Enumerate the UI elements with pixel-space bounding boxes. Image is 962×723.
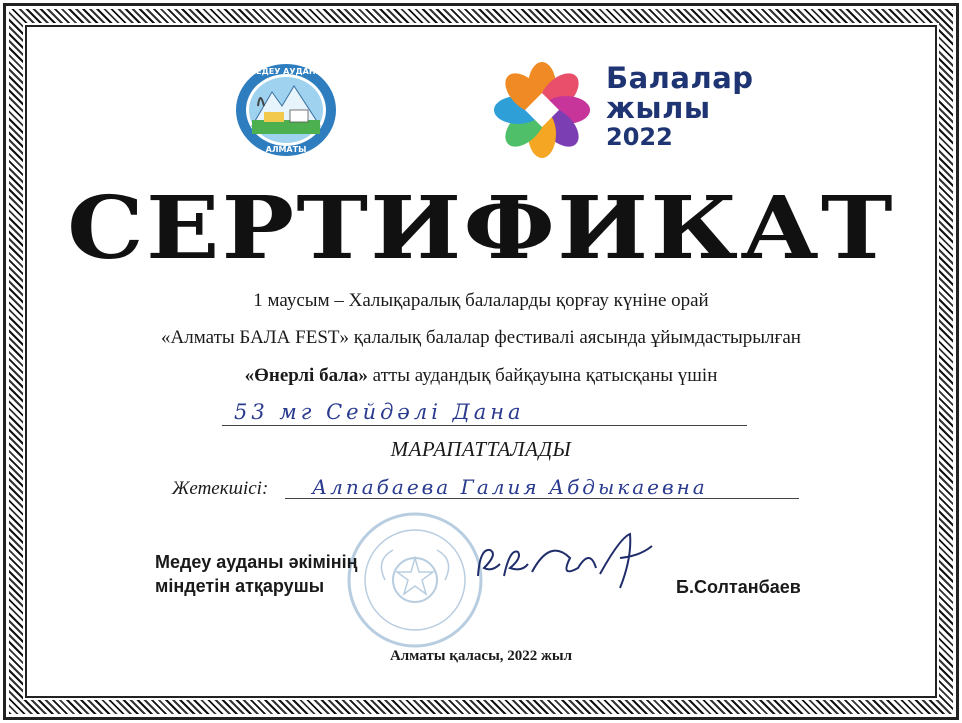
leader-label: Жетекшісі: [172,478,269,499]
medeu-district-emblem [234,62,338,158]
awarded-heading: МАРАПАТТАЛАДЫ [390,437,572,461]
children-year-flower-icon [492,60,592,160]
signatory-position-line1: Медеу ауданы әкімінің [155,552,358,572]
official-stamp-seal [345,510,485,650]
leader-name-handwritten: Алпабаева Галия Абдыкаевна [312,475,708,499]
children-year-logo-text [606,61,754,152]
year-logo-line3: 2022 [606,123,673,152]
recipient-handwritten: 53 мг Сейдәлі Дана [234,400,525,424]
year-logo-line1: Балалар [606,61,754,95]
medeu-emblem-bottom-text: АЛМАТЫ [265,145,307,154]
body-line-3 [0,365,962,387]
official-signature [470,528,660,598]
medeu-emblem-top-text: МЕДЕУ АУДАНЫ [248,67,324,76]
certificate-title: СЕРТИФИКАТ [67,178,895,279]
signatory-position-line2: міндетін атқарушы [155,576,325,597]
footer-place-year: Алматы қаласы, 2022 жыл [389,648,573,664]
contest-name: «Өнерлі бала» [244,365,368,386]
recipient-line [222,400,747,426]
year-logo-line2: жылы [606,90,711,125]
body-line-2: «Алматы БАЛА FEST» қалалық балалар фестивалі аясында ұйымдастырылған [161,327,801,348]
body-line-1: 1 маусым – Халықаралық балаларды қорғау күніне орай [253,290,709,311]
signatory-position [155,550,358,599]
body-line-3-rest: атты аудандық байқауына қатысқаны үшін [372,365,718,386]
signatory-name: Б.Солтанбаев [676,577,801,597]
